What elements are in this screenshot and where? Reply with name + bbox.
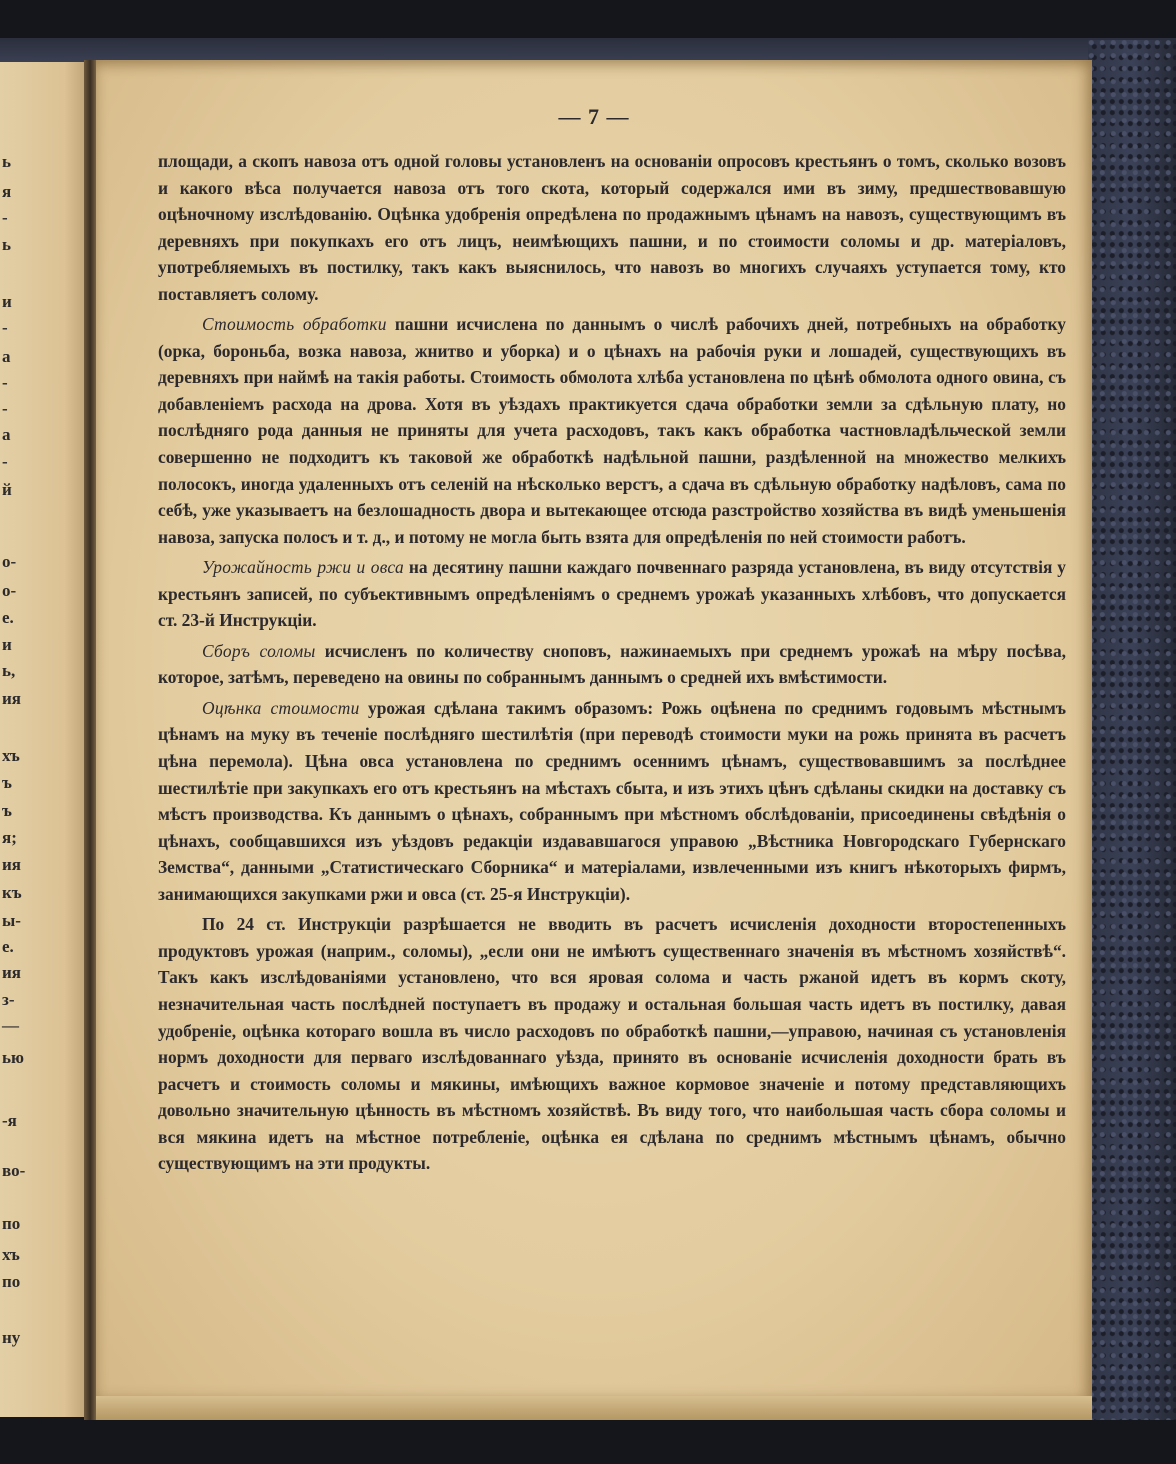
left-page-fragment: з-	[2, 990, 15, 1009]
paragraph-text: пашни исчислена по даннымъ о числѣ рабочихъ дней, потребныхъ на обработку (орка, бороньба, возка навоза, жнитво и уборка) и о цѣнахъ на рабочія руки и лошадей, существующихъ въ деревняхъ при наймѣ на такія работы. Стоимость обмолота хлѣба установлена по цѣнѣ обмолота одного овина, съ добавленіемъ расхода на дрова. Хотя въ уѣздахъ практикуется сдача обработки земли за сдѣльную плату, но послѣдняго рода данныя не приняты для учета расходовъ, такъ какъ обработка частновладѣльческой земли совершенно не подходитъ къ таковой же обработкѣ надѣльной пашни, раздѣленной на множество мелкихъ полосокъ, иногда удаленныхъ отъ селеній на нѣсколько верстъ, а сдача въ сдѣльную обработку надѣловъ, сама по себѣ, уже указываетъ на безлошадность двора и вытекающее отсюда разстройство хозяйства въ видѣ уменьшенія навоза, запуска полосъ и т. д., и потому не могла быть взята для опредѣленія по ней стоимости работъ.	[158, 314, 1066, 547]
page-body	[158, 148, 1066, 1181]
left-page-fragment: и	[2, 635, 12, 654]
left-page-fragment: по	[2, 1272, 21, 1291]
left-page-fragment: ия	[2, 963, 21, 982]
left-page-fragment: ъ	[2, 773, 12, 792]
left-page-fragment: -	[2, 318, 8, 337]
left-page-fragment: о-	[2, 581, 17, 600]
paragraph	[158, 638, 1066, 691]
left-page-fragment: ью	[2, 1048, 24, 1067]
paragraph-text: площади, а скопъ навоза отъ одной головы установленъ на основаніи опросовъ крестьянъ о томъ, сколько возовъ и какого вѣса получается навоза отъ того скота, который содержался ими въ зиму, предшествовавшую оцѣночному изслѣдованію. Оцѣнка удобренія опредѣлена по продажнымъ цѣнамъ на навозъ, существующимъ въ деревняхъ при покупкахъ его отъ лицъ, неимѣющихъ пашни, и по стоимости соломы и др. матеріаловъ, употребляемыхъ въ постилку, такъ какъ выяснилось, что навозъ во многихъ случаяхъ уступается тому, кто поставляетъ солому.	[158, 151, 1066, 304]
left-page-fragment: а	[2, 347, 11, 366]
paragraph-text: на десятину пашни каждаго почвеннаго разряда установлена, въ виду отсутствія у крестьянъ записей, по субъективнымъ опредѣленіямъ о среднемъ урожаѣ указанныхъ хлѣбовъ, что допускается ст. 23-й Инструкціи.	[158, 557, 1066, 631]
left-page-fragment: хъ	[2, 1245, 20, 1264]
page-bottom-edge	[96, 1396, 1092, 1420]
left-page-fragment: -я	[2, 1111, 17, 1130]
left-page-fragment: й	[2, 480, 12, 499]
paragraph	[158, 554, 1066, 634]
left-page-fragment: -	[2, 208, 8, 227]
paragraph	[158, 911, 1066, 1176]
left-page-fragment: ия	[2, 855, 21, 874]
left-page-fragment: ну	[2, 1328, 21, 1347]
left-page-fragment: е.	[2, 937, 14, 956]
page-number: — 7 —	[558, 104, 630, 129]
paragraph-lead: Сборъ соломы	[202, 640, 316, 661]
paragraph-lead: Оцѣнка стоимости	[202, 697, 360, 718]
left-page-fragment: ь,	[2, 661, 16, 680]
left-page-fragment: я	[2, 182, 12, 201]
left-page-fragment: и	[2, 292, 12, 311]
left-page-fragment: хъ	[2, 746, 20, 765]
left-page-fragment: ь	[2, 235, 11, 254]
paragraph-text: По 24 ст. Инструкціи разрѣшается не вводить въ расчетъ исчисленія доходности второстепенныхъ продуктовъ урожая (наприм., соломы), „если они не имѣютъ существеннаго значенія въ мѣстномъ хозяйствѣ“. Такъ какъ изслѣдованіями установлено, что вся яровая солома и часть ржаной идетъ въ кормъ скоту, незначительная часть послѣдней поступаетъ въ продажу и остальная большая часть идетъ въ постилку, давая удобреніе, оцѣнка котораго вошла въ число расходовъ по обработкѣ пашни,—управою, начиная съ установленія нормъ доходности для перваго изслѣдованнаго уѣзда, принято въ основаніе исчисленія доходности брать въ расчетъ и стоимость соломы и мякины, имѣющихъ важное кормовое значеніе и потому представляющихъ довольно значительную цѣнность въ мѣстномъ хозяйствѣ. Въ виду того, что наибольшая часть сбора соломы и вся мякина идетъ на мѣстное потребленіе, оцѣнка ея сдѣлана по среднимъ мѣстнымъ цѣнамъ, обычно существующимъ на эти продукты.	[158, 914, 1066, 1174]
left-page-edge	[0, 62, 92, 1417]
left-page-fragment: во-	[2, 1161, 26, 1180]
paragraph	[158, 311, 1066, 550]
left-page-fragment: -	[2, 452, 8, 471]
left-page-fragment: къ	[2, 883, 22, 902]
paragraph-lead: Урожайность ржи и овса	[202, 557, 404, 578]
paragraph	[158, 148, 1066, 307]
left-page-fragment: ь	[2, 152, 11, 171]
left-page-fragment: е.	[2, 608, 14, 627]
left-page-fragment: о-	[2, 552, 17, 571]
left-page-fragment: а	[2, 425, 11, 444]
paragraph-lead: Стоимость обработки	[202, 314, 387, 335]
book-cover-right	[1088, 40, 1176, 1420]
left-page-fragment: ия	[2, 689, 21, 708]
paragraph-text: урожая сдѣлана такимъ образомъ: Рожь оцѣнена по среднимъ годовымъ мѣстнымъ цѣнамъ на муку въ теченіе послѣдняго шестилѣтія (при переводѣ стоимости муки на рожь принята въ расчетъ цѣна перемола). Цѣна овса установлена по среднимъ осеннимъ цѣнамъ, существовавшимъ за послѣднее шестилѣтіе при закупкахъ его отъ крестьянъ на мѣстахъ сбыта, и изъ этихъ цѣнъ сдѣланы скидки на доставку съ мѣстъ производства. Къ даннымъ о цѣнахъ, собраннымъ при мѣстномъ обслѣдованіи, присоединены свѣдѣнія о цѣнахъ, сообщавшихся изъ уѣздовъ редакціи издававшагося управою „Вѣстника Новгородскаго Губернскаго Земства“, данными „Статистическаго Сборника“ и матеріалами, извлеченными изъ книгъ нѣкоторыхъ фирмъ, занимающихся закупками ржи и овса (ст. 25-я Инструкціи).	[158, 697, 1066, 904]
left-page-fragment: -	[2, 399, 8, 418]
page	[96, 60, 1092, 1400]
left-page-fragment: я;	[2, 828, 17, 847]
left-page-fragment: по	[2, 1214, 21, 1233]
left-page-fragment: ы-	[2, 911, 21, 930]
left-page-fragment: ъ	[2, 801, 12, 820]
paragraph-text: исчисленъ по количеству сноповъ, нажинаемыхъ при среднемъ урожаѣ на мѣру посѣва, которое, затѣмъ, переведено на овины по собраннымъ даннымъ о средней ихъ вмѣстимости.	[158, 640, 1066, 688]
left-page-fragment: -	[2, 373, 8, 392]
paragraph	[158, 695, 1066, 907]
left-page-fragment: —	[2, 1016, 19, 1035]
